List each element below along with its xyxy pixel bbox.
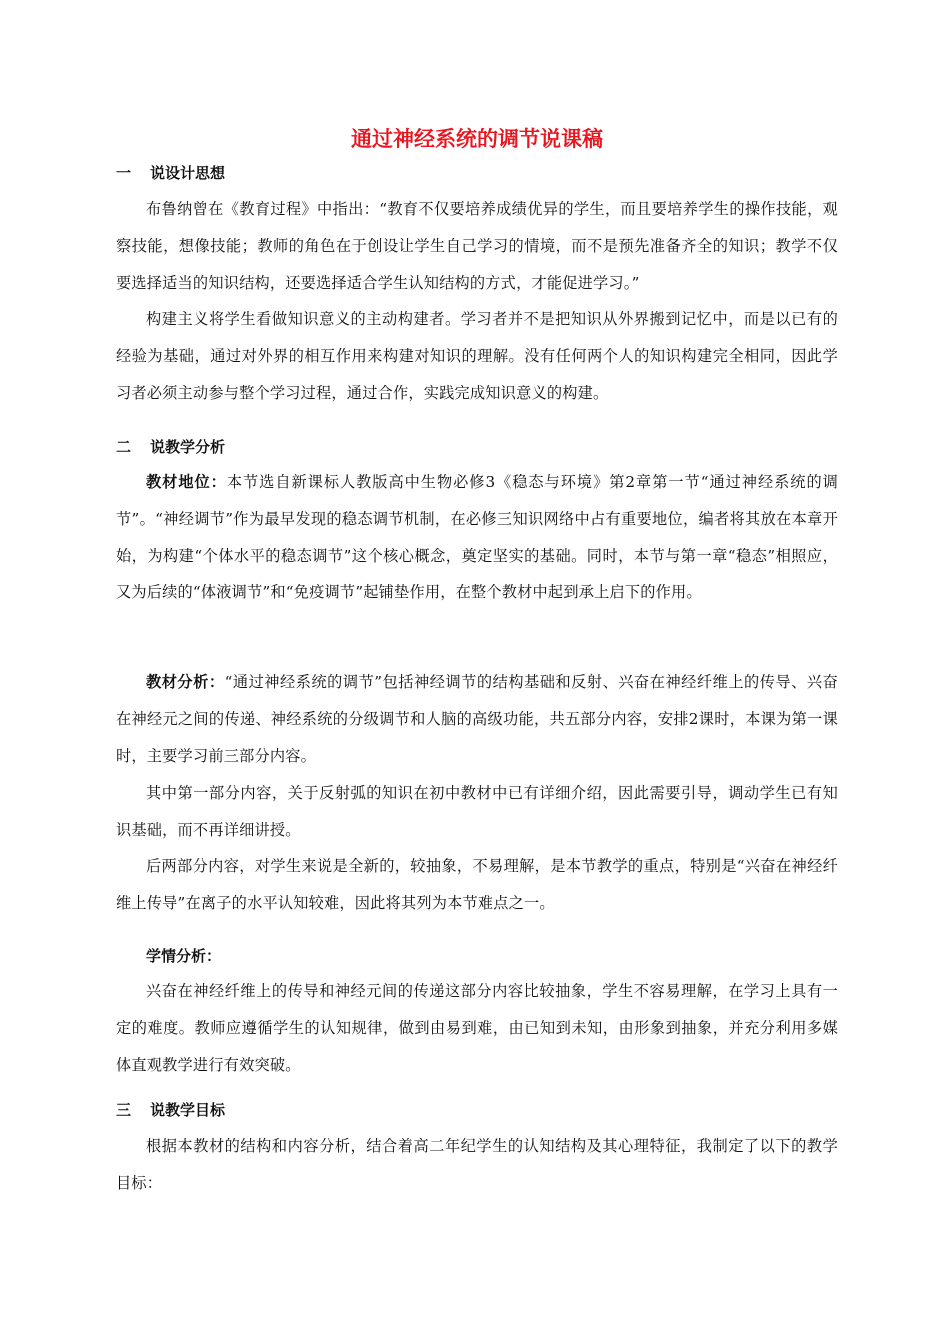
document-title: 通过神经系统的调节说课稿 <box>351 127 603 151</box>
section-label: 说设计思想 <box>150 164 226 182</box>
section-number: 一 <box>116 164 132 182</box>
section-heading-1 <box>116 163 225 183</box>
paragraph-label: 教材地位： <box>146 473 227 491</box>
paragraph: 布鲁纳曾在《教育过程》中指出：“教育不仅要培养成绩优异的学生，而且要培养学生的操作技能，观察技能，想像技能；教师的角色在于创设让学生自己学习的情境，而不是预先准备齐全的知识；教学不仅要选择适当的知识结构，还要选择适合学生认知结构的方式，才能促进学习。” <box>116 200 838 292</box>
paragraph: 后两部分内容，对学生来说是全新的，较抽象，不易理解，是本节教学的重点，特别是“兴奋在神经纤维上传导”在离子的水平认知较难，因此将其列为本节难点之一。 <box>116 857 838 912</box>
paragraph: 其中第一部分内容，关于反射弧的知识在初中教材中已有详细介绍，因此需要引导，调动学生已有知识基础，而不再详细讲授。 <box>116 784 838 839</box>
section-number: 三 <box>116 1101 132 1119</box>
paragraph-text: 本节选自新课标人教版高中生物必修3《稳态与环境》第2章第一节“通过神经系统的调节”。“神经调节”作为最早发现的稳态调节机制，在必修三知识网络中占有重要地位，编者将其放在本章开始，为构建“个体水平的稳态调节”这个核心概念，奠定坚实的基础。同时，本节与第一章“稳态”相照应，又为后续的“体液调节”和“免疫调节”起铺垫作用，在整个教材中起到承上启下的作用。 <box>116 473 839 602</box>
paragraph <box>116 664 838 774</box>
section-label: 说教学分析 <box>150 438 226 456</box>
paragraph: 构建主义将学生看做知识意义的主动构建者。学习者并不是把知识从外界搬到记忆中，而是以已有的经验为基础，通过对外界的相互作用来构建对知识的理解。没有任何两个人的知识构建完全相同，因此学习者必须主动参与整个学习过程，通过合作，实践完成知识意义的构建。 <box>116 310 838 402</box>
section-label: 说教学目标 <box>150 1101 226 1119</box>
section-number: 二 <box>116 438 132 456</box>
section-heading-3 <box>116 1100 225 1120</box>
paragraph: 兴奋在神经纤维上的传导和神经元间的传递这部分内容比较抽象，学生不容易理解，在学习上具有一定的难度。教师应遵循学生的认知规律，做到由易到难，由已知到未知，由形象到抽象，并充分利用多媒体直观教学进行有效突破。 <box>116 982 838 1074</box>
paragraph-text: “通过神经系统的调节”包括神经调节的结构基础和反射、兴奋在神经纤维上的传导、兴奋在神经元之间的传递、神经系统的分级调节和人脑的高级功能，共五部分内容，安排2课时，本课为第一课时，主要学习前三部分内容。 <box>116 673 839 765</box>
section-heading-2 <box>116 437 225 457</box>
paragraph-label: 教材分析： <box>146 673 225 691</box>
subheading: 学情分析： <box>146 947 222 965</box>
paragraph: 根据本教材的结构和内容分析，结合着高二年纪学生的认知结构及其心理特征，我制定了以下的教学目标： <box>116 1137 838 1192</box>
paragraph <box>116 464 838 611</box>
